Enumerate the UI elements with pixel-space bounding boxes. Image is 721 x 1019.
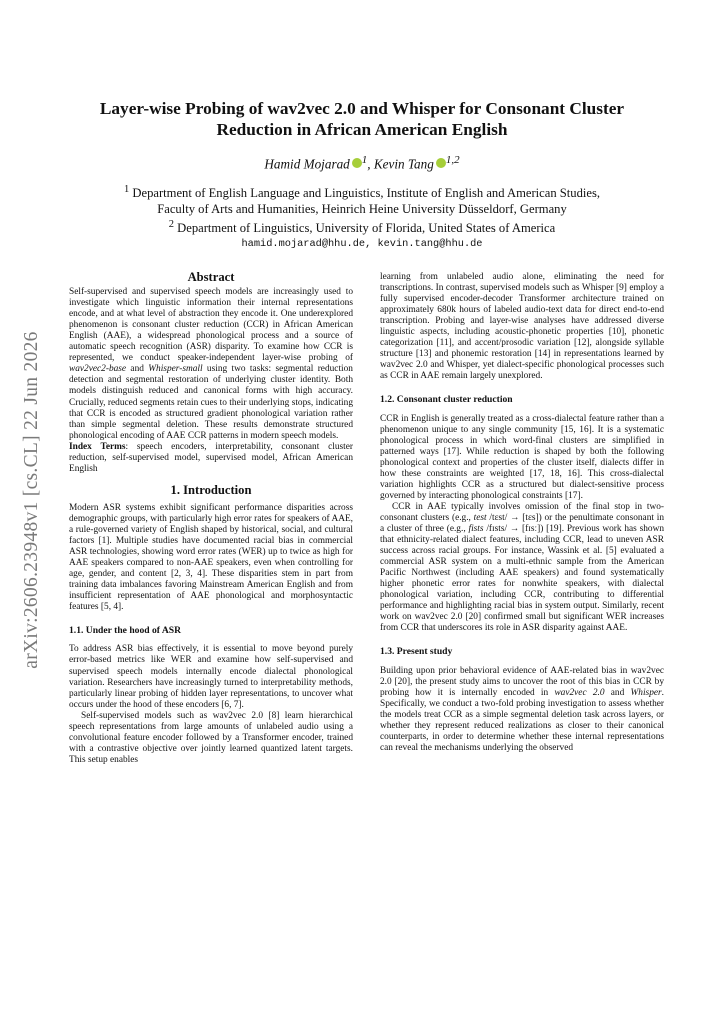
left-column (69, 272, 353, 766)
subsection-1-3-paragraph (380, 666, 664, 754)
subsection-heading-1-1: 1.1. Under the hood of ASR (69, 625, 182, 637)
subsection-heading-1-2: 1.2. Consonant cluster reduction (380, 394, 513, 406)
right-column (380, 272, 664, 754)
continued-paragraph: learning from unlabeled audio alone, eliminating the need for transcriptions. In contrast, supervised models such as Whisper [9] employ a fully supervised encoder-decoder Transformer architecture trained on approximately 680k hours of labeled audio-text data for direct end-to-end transcription. Probing and layer-wise analyses have addressed diverse linguistic aspects, including acoustic-phonetic properties [10], phonetic categorization [11], and accent/prosodic variation [12], alongside syllable structure [13] and phonemic restoration [14] in representations learned by wav2vec 2.0 and Whisper, yet dialect-specific phonological processes such as CCR in AAE remain largely unexplored. (380, 272, 664, 382)
abstract-heading: Abstract (187, 270, 235, 284)
affil-mark-2: 2 (168, 219, 174, 231)
intro-paragraph: Modern ASR systems exhibit significant performance disparities across demographic groups, with particularly high error rates for speakers of AAE, a rule-governed variety of English shaped by historical, social, and cultural factors [1]. Multiple studies have documented racial bias in commercial ASR technologies, showing word error rates (WER) up to twice as high for AAE speakers compared to non-AAE speakers, even when controlling for age, gender, and content [2, 3, 4]. These disparities stem in part from training data imbalances favoring Mainstream American English and from insufficient representation of AAE phonological and morphosyntactic features [5, 4]. (69, 502, 353, 613)
author-2-affil: 1,2 (445, 154, 460, 166)
author-1-name: Hamid Mojarad (264, 156, 350, 172)
affil-line-2: Faculty of Arts and Humanities, Heinrich Heine University Düsseldorf, Germany (157, 201, 567, 216)
author-1-affil: 1 (361, 154, 368, 166)
subsection-1-1-paragraph-2: Self-supervised models such as wav2vec 2.0 [8] learn hierarchical speech representations from large amounts of unlabeled audio using a convolutional feature encoder followed by a Transformer encoder, trained with a contrastive objective over jointly learned quantized latent targets. This setup enables (69, 710, 353, 765)
author-emails: hamid.mojarad@hhu.de, kevin.tang@hhu.de (241, 238, 483, 250)
subsection-1-2-paragraph-2 (380, 502, 664, 635)
author-list: Hamid Mojarad $^1$, Kevin Tang $^{1,2}$ (264, 154, 460, 172)
model-name-wav2vec: wav2vec 2.0 (554, 687, 605, 698)
index-terms-label: Index Terms (69, 441, 126, 452)
paragraph-text-part: /tɛst/ → [tɛs]) or the penultimate consonant in a cluster of three (e.g., (380, 512, 665, 534)
orcid-icon[interactable] (352, 158, 362, 168)
affil-line-3: Department of Linguistics, University of Florida, United States of America (174, 221, 556, 236)
arxiv-id-text: arXiv:2606.23948v1 [cs.CL] 22 Jun 2026 (21, 331, 42, 669)
title-line-2: Reduction in African American English (216, 120, 508, 139)
index-terms-list: : speech encoders, interpretability, consonant cluster reduction, self-supervised model, supervised model, African American English (69, 441, 353, 474)
orcid-icon[interactable] (436, 158, 446, 168)
subsection-1-2-paragraph-1: CCR in English is generally treated as a cross-dialectal feature rather than a phenomenon unique to any single community [15, 16]. It is a systematic phonological process in which word-final clusters are simplified in patterned ways [17]. While reduction is shaped by both the following phonological context and properties of the cluster itself, dialects differ in how these constraints are weighted [17, 18, 16]. This cross-dialectal variation highlights CCR as a structured but dialect-sensitive process governed by interacting phonological constraints [17]. (380, 413, 664, 501)
subsection-1-1-paragraph-1: To address ASR bias effectively, it is essential to move beyond purely error-based metrics like WER and examine how self-supervised and supervised speech models internally encode dialectal phonological variation. Researchers have increasingly turned to interpretability methods, particularly linear probing of hidden layer representations, to uncover what occurs under the hood of these encoders [6, 7]. (69, 644, 353, 710)
title-line-1: Layer-wise Probing of wav2vec 2.0 and Whisper for Consonant Cluster (99, 99, 625, 118)
paragraph-text-part: Building upon prior behavioral evidence of AAE-related bias in wav2vec 2.0 [20], the present study aims to uncover the root of this bias in CCR by probing how it is internally encoded in (380, 665, 664, 698)
abstract-text-part: Self-supervised and supervised speech models are increasingly used to investigate which linguistic information their internal representations encode, and at what level of abstraction they encode it. One underexplored phenomenon is consonant cluster reduction (CCR) in African American English (AAE), a widespread phonological process and a source of automatic speech recognition (ASR) disparity. To examine how CCR is represented, we conduct speaker-independent layer-wise probing of (69, 287, 353, 364)
affil-line-1: Department of English Language and Linguistics, Institute of English and American Studies, (129, 186, 601, 201)
model-name-whisper: Whisper-small (148, 364, 203, 375)
subsection-heading-1-3: 1.3. Present study (380, 646, 453, 658)
paragraph-text-part: and (604, 687, 631, 698)
affil-mark-1: 1 (123, 184, 130, 195)
affiliations (60, 182, 664, 237)
index-terms (69, 442, 353, 475)
paper-title (60, 98, 664, 140)
example-word-fists: fists (468, 523, 484, 534)
paragraph-text-part: . Specifically, we conduct a two-fold probing investigation to assess whether the models treat CCR as a simple segmental deletion task across layers, or whether they represent reduced realizations as closer to their canonical counterparts, in order to determine whether these internal representations can reveal the mechanisms underlying the observed (380, 687, 664, 753)
example-word-test: test (473, 512, 487, 523)
paragraph-text-part: /fɪsts/ → [fɪsː]) [19]. Previous work has shown that ethnicity-related dialect features, including CCR, lead to uneven ASR success across racial groups. For instance, Wassink et al. [5] evaluated a commercial ASR system on a multi-ethnic sample from the American Pacific Northwest (including AAE speakers) and found systematically higher phonetic error rates for nonwhite speakers, with dialectal phonological variation, including CCR, contributing to differential performance and highlighting racial bias in system output. Similarly, recent work on wav2vec 2.0 [20] confirmed small but significant WER increases from CCR that underscores its role in ASR disparity against AAE. (380, 523, 664, 634)
author-2-name: Kevin Tang (373, 156, 434, 172)
paragraph-text-part: CCR in AAE typically involves omission of the final stop in two-consonant clusters (e.g., (380, 501, 664, 523)
arxiv-identifier-stamp (18, 300, 46, 700)
abstract-text-part: and (126, 364, 149, 375)
abstract-text (69, 287, 353, 442)
abstract-text-part: using two tasks: segmental reduction detection and segmental restoration of underlying cluster identity. Both models distinguish reduced and canonical forms with high accuracy. Crucially, reduced segments retain cues to their underlying stops, indicating that CCR is encoded as structured gradient phonological variation rather than simple segmental deletion. These results demonstrate structured phonological encoding of AAE CCR patterns in modern speech models. (69, 364, 353, 441)
model-name-wav2vec2: wav2vec2-base (69, 364, 127, 375)
model-name-whisper: Whisper (630, 687, 662, 698)
section-heading-introduction: 1. Introduction (170, 482, 252, 497)
